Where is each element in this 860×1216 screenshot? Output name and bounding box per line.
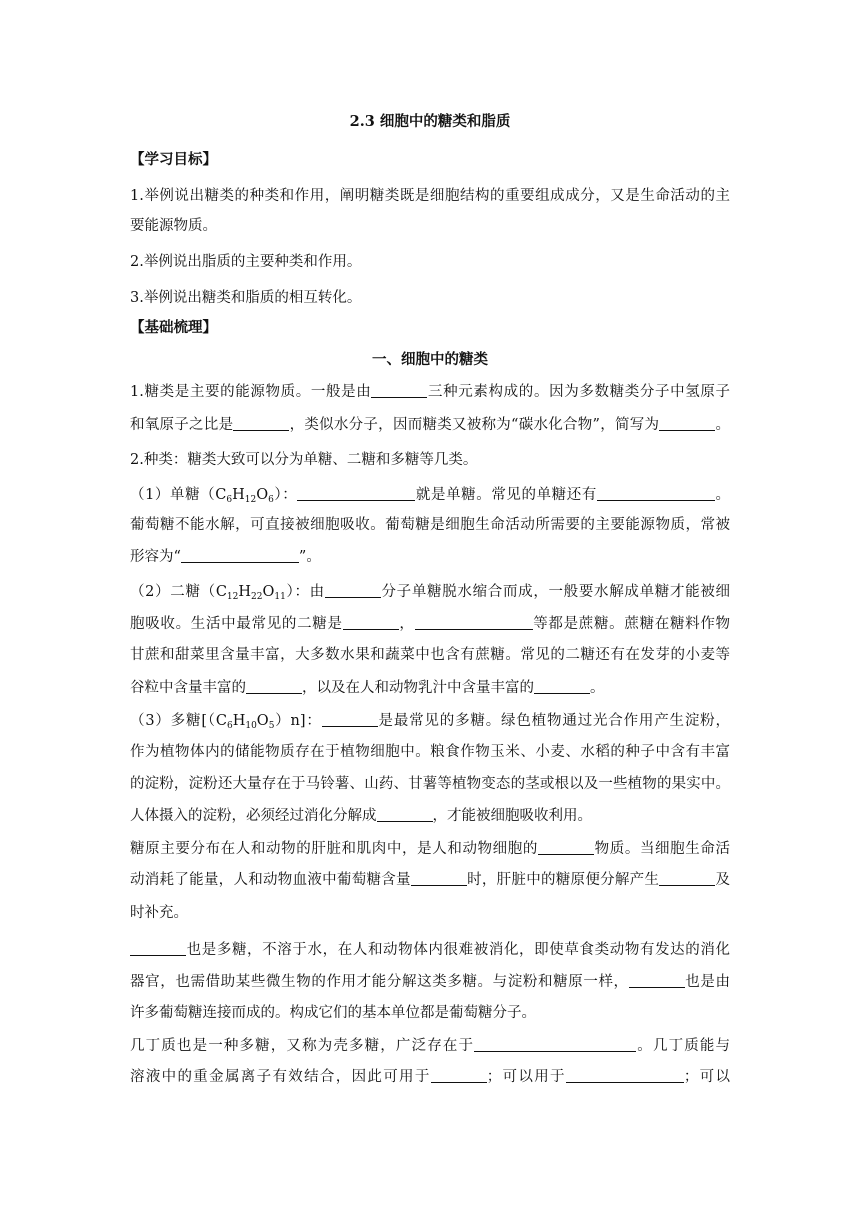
answer-blank[interactable] (597, 485, 715, 501)
section-heading-sugars: 一、细胞中的糖类 (372, 351, 488, 368)
answer-blank[interactable] (377, 806, 433, 822)
chitin-line-2: 溶液中的重金属离子有效结合，因此可用于 ；可以用于 ；可以 (130, 1069, 731, 1085)
para-2: 2.种类：糖类大致可以分为单糖、二糖和多糖等几类。 (130, 452, 478, 468)
objective-3: 3.举例说出糖类和脂质的相互转化。 (130, 290, 362, 306)
answer-blank[interactable] (371, 382, 427, 398)
answer-blank[interactable] (566, 1067, 684, 1083)
answer-blank[interactable] (538, 839, 594, 855)
answer-blank[interactable] (297, 485, 415, 501)
glycogen-line-1: 糖原主要分布在人和动物的肝脏和肌肉中，是人和动物细胞的 物质。当细胞生命活 (130, 841, 730, 857)
polysaccharide-line-3: 的淀粉，淀粉还大量存在于马铃薯、山药、甘薯等植物变态的茎或根以及一些植物的果实中。 (130, 776, 730, 792)
page-title: 2.3 细胞中的糖类和脂质 (349, 113, 511, 130)
cellulose-line-1: 也是多糖，不溶于水，在人和动物体内很难被消化，即使草食类动物有发达的消化 (130, 940, 730, 960)
para-1-line-2: 和氧原子之比是 ，类似水分子，因而糖类又被称为“碳水化合物”，简写为 。 (130, 417, 731, 433)
basics-heading: 【基础梳理】 (130, 319, 217, 336)
objectives-heading: 【学习目标】 (130, 151, 217, 168)
disaccharide-line-1: （2）二糖$(C_{12}H_{22}O_{11})$：由 分子单糖脱水缩合而成，一般要水解成单糖才能被细 (130, 584, 731, 602)
monosaccharide-line-2: 葡萄糖不能水解，可直接被细胞吸收。葡萄糖是细胞生命活动所需要的主要能源物质，常被 (130, 517, 730, 533)
answer-blank[interactable] (474, 1036, 636, 1052)
para-1-line-1: 1.糖类是主要的能源物质。一般是由 三种元素构成的。因为多数糖类分子中氢原子 (130, 384, 730, 400)
objective-2: 2.举例说出脂质的主要种类和作用。 (130, 254, 362, 270)
answer-blank[interactable] (181, 547, 299, 563)
disaccharide-line-3: 甘蔗和甜菜里含量丰富，大多数水果和蔬菜中也含有蔗糖。常见的二糖还有在发芽的小麦等 (130, 647, 730, 663)
cellulose-line-3: 许多葡萄糖连接而成的。构成它们的基本单位都是葡萄糖分子。 (130, 1005, 536, 1021)
monosaccharide-line-1: （1）单糖$(C_6H_{12}O_6)$： 就是单糖。常见的单糖还有 。 (130, 487, 731, 505)
chitin-line-1: 几丁质也是一种多糖，又称为壳多糖，广泛存在于 。几丁质能与 (130, 1038, 731, 1054)
answer-blank[interactable] (659, 415, 715, 431)
polysaccharide-line-2: 作为植物体内的储能物质存在于植物细胞中。粮食作物玉米、小麦、水稻的种子中含有丰富 (130, 744, 730, 760)
polysaccharide-line-1: （3）多糖$[(C_6H_{10}O_5)n]$： 是最常见的多糖。绿色植物通过光合作用产生淀粉， (130, 713, 730, 731)
glycogen-line-3: 时补充。 (130, 905, 188, 921)
monosaccharide-line-3: 形容为“ ”。 (130, 549, 321, 565)
answer-blank[interactable] (411, 870, 467, 886)
answer-blank[interactable] (659, 870, 715, 886)
answer-blank[interactable] (629, 972, 685, 988)
objective-1-line-1: 1.举例说出糖类的种类和作用，阐明糖类既是细胞结构的重要组成成分，又是生命活动的主 (130, 188, 730, 204)
disaccharide-line-4: 谷粒中含量丰富的 ，以及在人和动物乳汁中含量丰富的 。 (130, 680, 605, 696)
answer-blank[interactable] (415, 614, 533, 630)
answer-blank[interactable] (325, 582, 381, 598)
cellulose-line-2: 器官，也需借助某些微生物的作用才能分解这类多糖。与淀粉和糖原一样， 也是由 (130, 974, 731, 990)
answer-blank[interactable] (246, 678, 302, 694)
answer-blank[interactable] (233, 415, 289, 431)
disaccharide-line-2: 胞吸收。生活中最常见的二糖是 ， 等都是蔗糖。蔗糖在糖料作物 (130, 616, 731, 632)
answer-blank[interactable] (130, 940, 186, 956)
answer-blank[interactable] (343, 614, 399, 630)
glycogen-line-2: 动消耗了能量，人和动物血液中葡萄糖含量 时，肝脏中的糖原便分解产生 及 (130, 872, 731, 888)
answer-blank[interactable] (431, 1067, 487, 1083)
objective-1-line-2: 要能源物质。 (130, 218, 217, 234)
answer-blank[interactable] (322, 711, 378, 727)
answer-blank[interactable] (534, 678, 590, 694)
polysaccharide-line-4: 人体摄入的淀粉，必须经过消化分解成 ，才能被细胞吸收利用。 (130, 808, 592, 824)
